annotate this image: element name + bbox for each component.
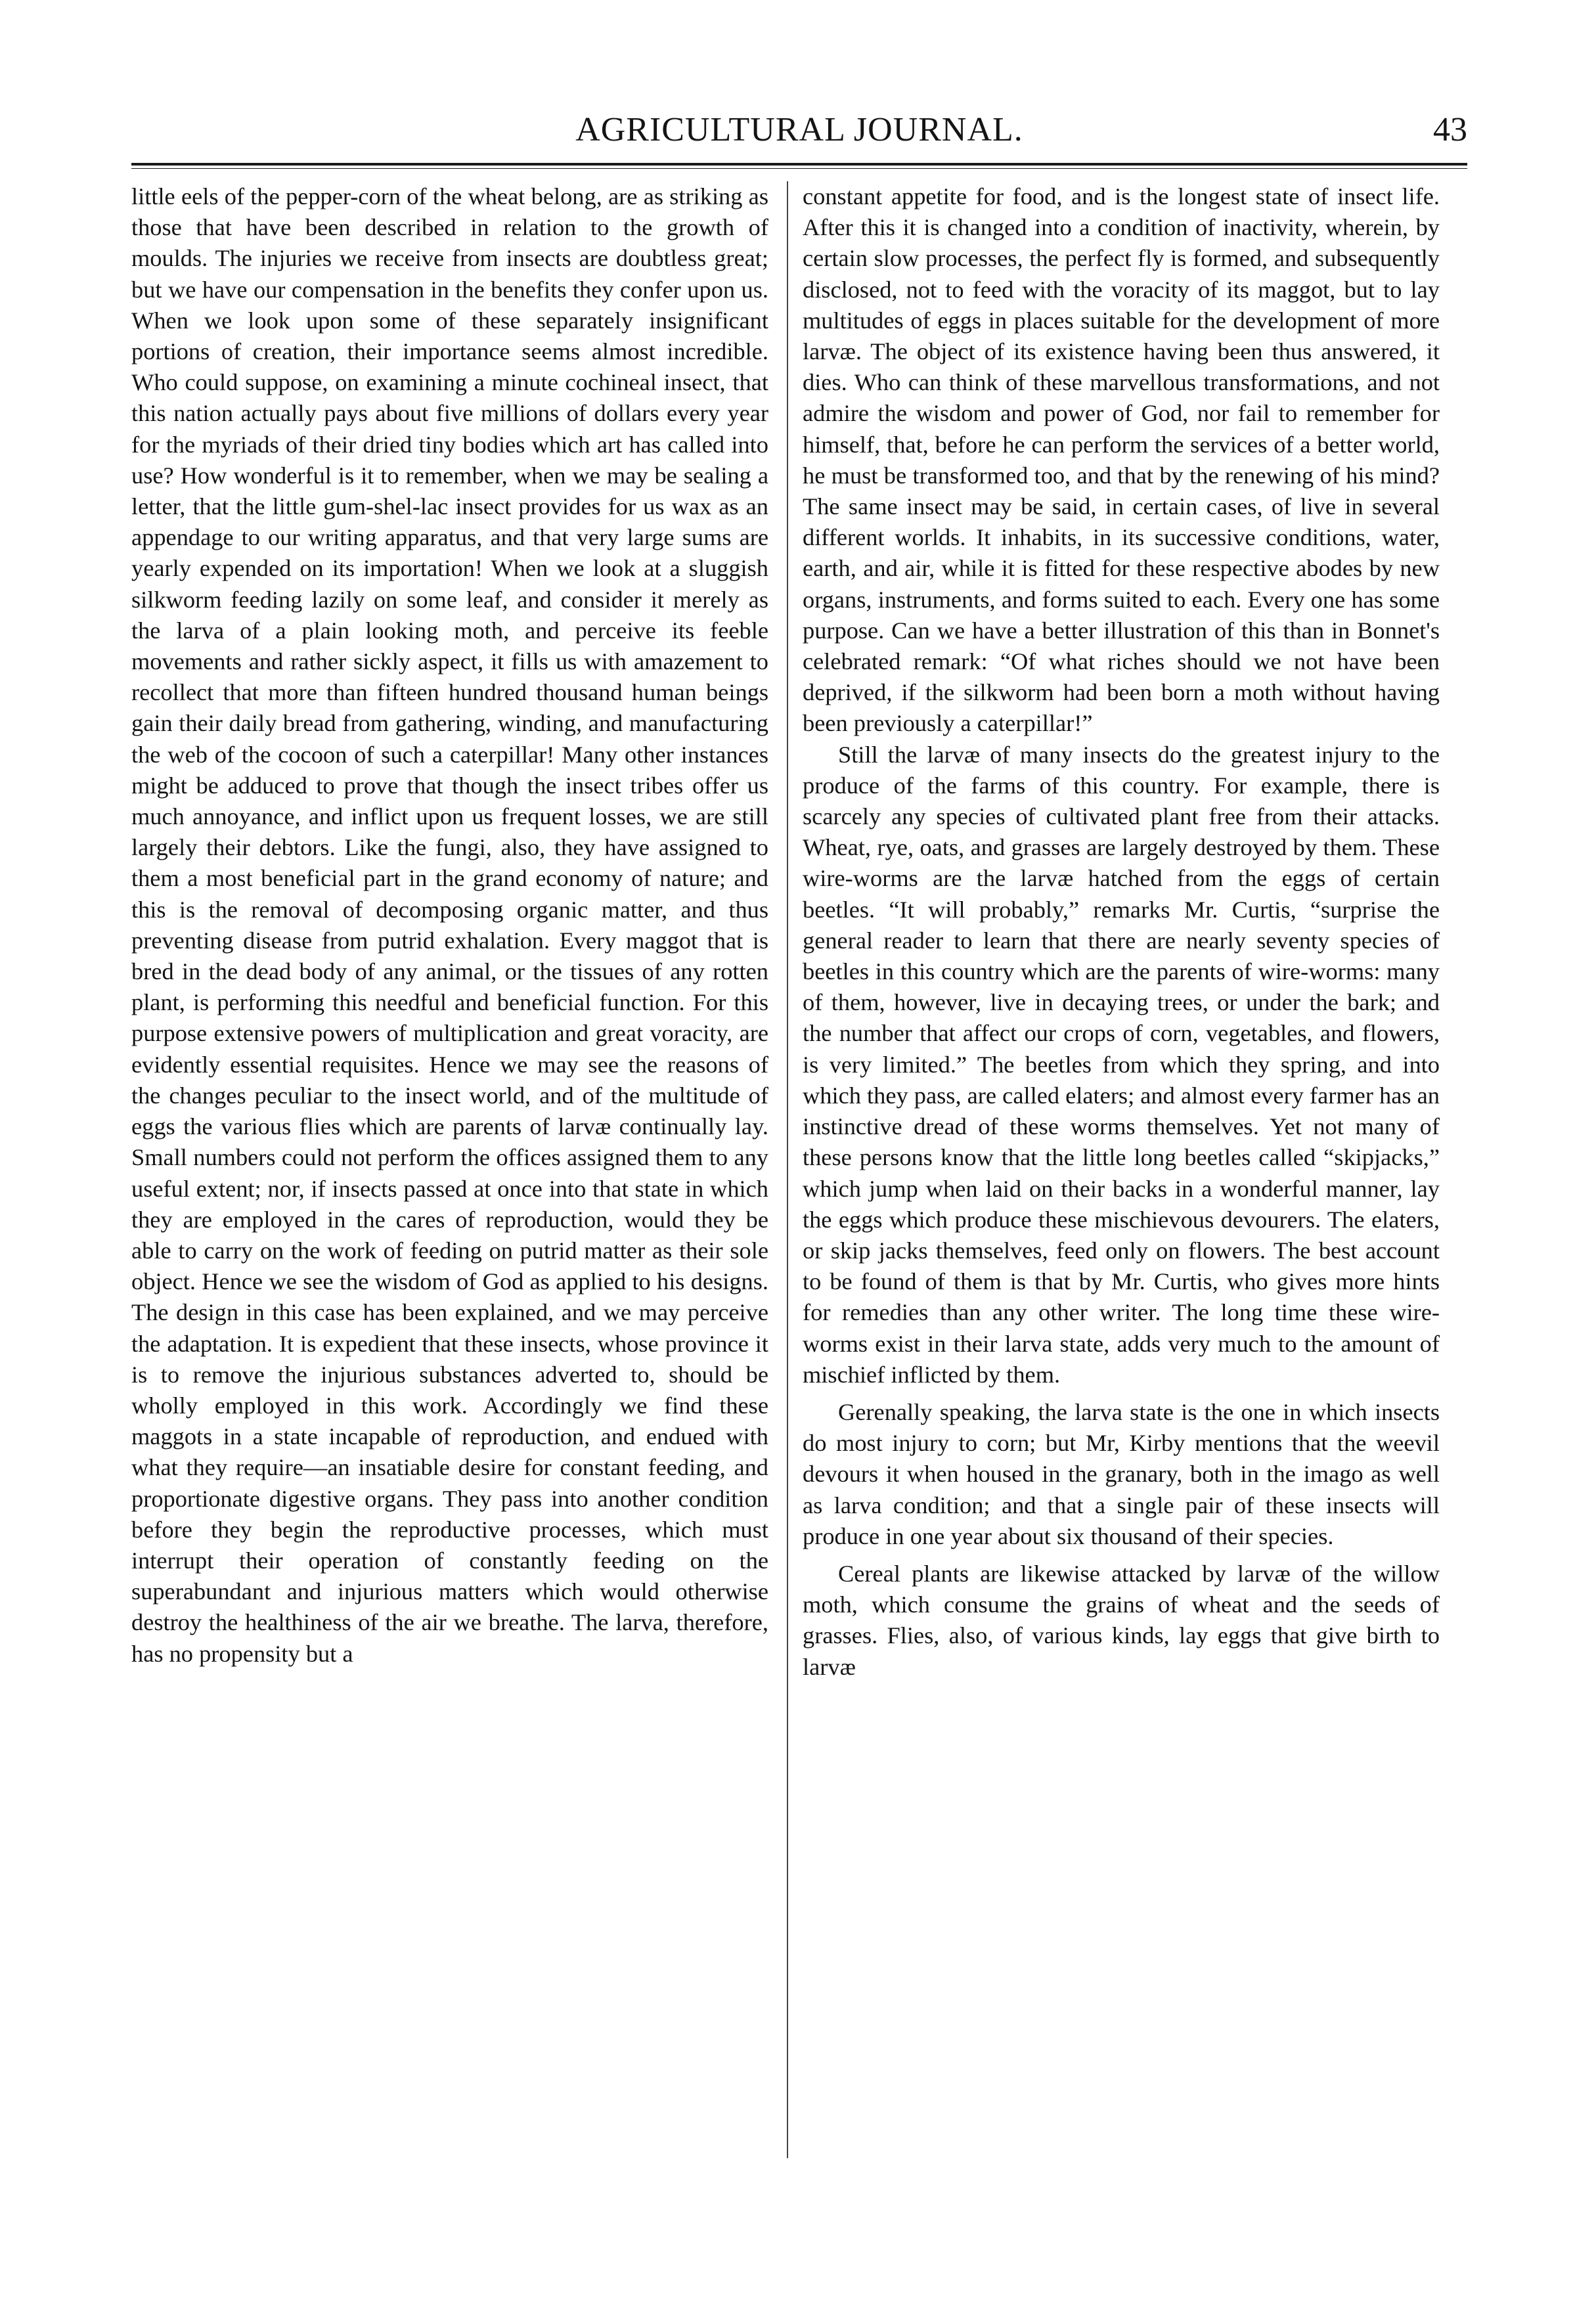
header-rule-thin bbox=[131, 168, 1467, 169]
header-rule bbox=[131, 163, 1467, 166]
page-header bbox=[131, 110, 1467, 156]
right-paragraph-4: Cereal plants are likewise attacked by larvæ of the willow moth, which consume the grains of wheat and the seeds of grasses. Flies, also, of various kinds, lay eggs that give birth to larvæ bbox=[803, 1560, 1440, 1680]
left-paragraph-1: little eels of the pepper-corn of the wheat belong, are as striking as those that have been described in relation to the growth of moulds. The injuries we receive from insects are doubtless great; but we have our compensation in the benefits they confer upon us. When we look upon some of these separately insignificant portions of creation, their importance seems almost incredible. Who could suppose, on examining a minute cochineal insect, that this nation actually pays about five millions of dollars every year for the myriads of their dried tiny bodies which art has called into use? How wonderful is it to remember, when we may be sealing a letter, that the little gum-shel-lac insect provides for us wax as an appendage to our writing apparatus, and that very large sums are yearly expended on its importation! When we look at a sluggish silkworm feeding lazily on some leaf, and consider it merely as the larva of a plain looking moth, and perceive its feeble movements and rather sickly aspect, it fills us with amazement to recollect that more than fifteen hundred thousand human beings gain their daily bread from gathering, winding, and manufacturing the web of the cocoon of such a caterpillar! Many other instances might be adduced to prove that though the insect tribes offer us much annoyance, and inflict upon us frequent losses, we are still largely their debtors. Like the fungi, also, they have assigned to them a most beneficial part in the grand economy of nature; and this is the removal of decomposing organic matter, and thus preventing disease from putrid exhalation. Every maggot that is bred in the dead body of any animal, or the tissues of any rotten plant, is performing this needful and beneficial function. For this purpose extensive powers of multiplication and great voracity, are evidently essential requisites. Hence we may see the reasons of the changes peculiar to the insect world, and of the multitude of eggs the various flies which are parents of larvæ continually lay. Small numbers could not perform the offices assigned them to any useful extent; nor, if insects passed at once into that state in which they are employed in the cares of reproduction, would they be able to carry on the work of feeding on putrid matter as their sole object. Hence we see the wisdom of God as applied to his designs. The design in this case has been explained, and we may perceive the adaptation. It is expedient that these insects, whose province it is to remove the injurious substances adverted to, should be wholly employed in this work. Accordingly we find these maggots in a state incapable of reproduction, and endued with what they require—an insatiable desire for constant feeding, and proportionate digestive organs. They pass into another condition before they begin the reproductive processes, which must interrupt their operation of constantly feeding on the superabundant and injurious matters which would otherwise destroy the healthiness of the air we breathe. The larva, therefore, has no propensity but a bbox=[131, 183, 768, 1667]
page-number: 43 bbox=[1433, 111, 1467, 148]
right-paragraph-2: Still the larvæ of many insects do the greatest injury to the produce of the farms of this country. For example, there is scarcely any species of cultivated plant free from their attacks. Wheat, rye, oats, and grasses are largely destroyed by them. These wire-worms are the larvæ hatched from the eggs of certain beetles. “It will probably,” remarks Mr. Curtis, “surprise the general reader to learn that there are nearly seventy species of beetles in this country which are the parents of wire-worms: many of them, however, live in decaying trees, or under the bark; and the number that affect our crops of corn, vegetables, and flowers, is very limited.” The beetles from which they spring, and into which they pass, are called elaters; and almost every farmer has an instinctive dread of these worms themselves. Yet not many of these persons know that the little long beetles called “skipjacks,” which jump when laid on their backs in a wonderful manner, lay the eggs which produce these mischievous devourers. The elaters, or skip jacks themselves, feed only on flowers. The best account to be found of them is that by Mr. Curtis, who gives more hints for remedies than any other writer. The long time these wire-worms exist in their larva state, adds very much to the amount of mischief inflicted by them. bbox=[803, 741, 1440, 1388]
right-paragraph-1: constant appetite for food, and is the longest state of insect life. After this it is changed into a condition of inactivity, wherein, by certain slow processes, the perfect fly is formed, and subsequently disclosed, not to feed with the voracity of its maggot, but to lay multitudes of eggs in places suitable for the development of more larvæ. The object of its existence having been thus answered, it dies. Who can think of these marvellous transformations, and not admire the wisdom and power of God, nor fail to remember for himself, that, before he can perform the services of a better world, he must be transformed too, and that by the renewing of his mind? The same insect may be said, in certain cases, of live in several different worlds. It inhabits, in its successive conditions, water, earth, and air, while it is fitted for these respective abodes by new organs, instruments, and forms suited to each. Every one has some purpose. Can we have a better illustration of this than in Bonnet's celebrated remark: “Of what riches should we not have been deprived, if the silkworm had been born a moth without having been previously a caterpillar!” bbox=[803, 183, 1440, 737]
right-column bbox=[803, 181, 1440, 2178]
column-divider bbox=[787, 181, 788, 2158]
left-column bbox=[131, 181, 768, 2178]
running-title: AGRICULTURAL JOURNAL. bbox=[575, 111, 1023, 148]
right-paragraph-3: Gerenally speaking, the larva state is the one in which insects do most injury to corn; but Mr, Kirby mentions that the weevil devours it when housed in the granary, both in the imago as well as larva condition; and that a single pair of these insects will produce in one year about six thousand of their species. bbox=[803, 1398, 1440, 1549]
